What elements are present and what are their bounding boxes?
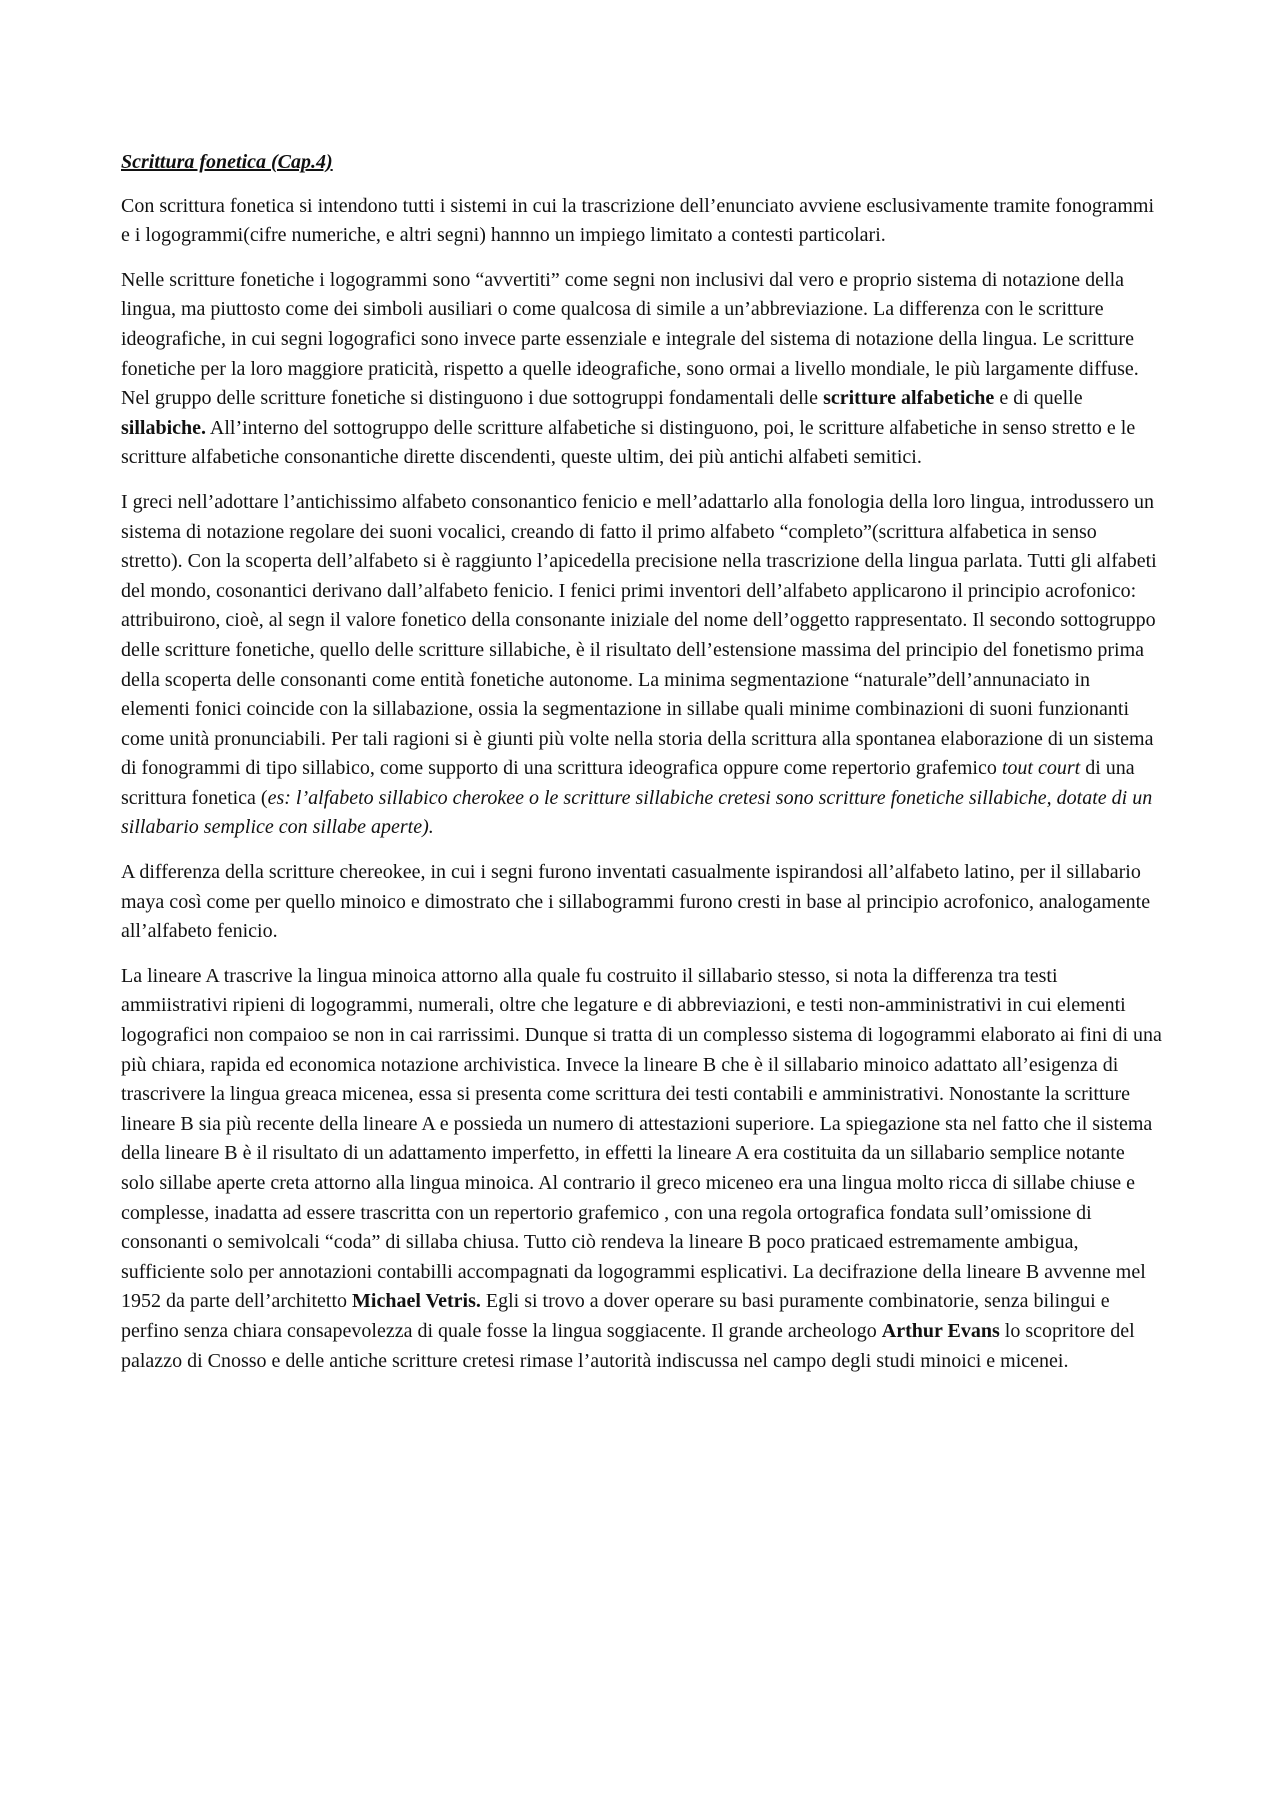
- italic-example: es: l’alfabeto sillabico cherokee o le scritture sillabiche cretesi sono scritture fonetiche sillabiche, dotate di un sillabario semplice con sillabe aperte).: [121, 786, 1153, 839]
- document-page: [121, 148, 1163, 1391]
- document-title: Scrittura fonetica (Cap.4): [121, 151, 333, 173]
- bold-name-michael-vetris: Michael Vetris.: [352, 1290, 481, 1313]
- italic-tout-court: tout court: [1001, 757, 1081, 780]
- paragraph-4: A differenza della scritture chereokee, in cui i segni furono inventati casualmente ispirandosi all’alfabeto latino, per il sillabario maya così come per quello minoico e dimostrato che i sillabogrammi furono cresti in base al principio acrofonico, analogamente all’alfabeto fenicio.: [121, 861, 1151, 943]
- paragraph-3-text-2: di una scrittura fonetica (: [121, 757, 1135, 809]
- paragraph-5: [121, 962, 1163, 1376]
- paragraph-5-text-3: lo scopritore del palazzo di Cnosso e delle antiche scritture cretesi rimase l’autorità indiscussa nel campo degli studi minoici e micenei.: [121, 1319, 1135, 1372]
- paragraph-1: Con scrittura fonetica si intendono tutti i sistemi in cui la trascrizione dell’enunciato avviene esclusivamente tramite fonogrammi e i logogrammi(cifre numeriche, e altri segni) hannno un impiego limitato a contesti particolari.: [121, 194, 1155, 247]
- paragraph-2-text-1: Nelle scritture fonetiche i logogrammi sono “avvertiti” come segni non inclusivi dal vero e proprio sistema di notazione della lingua, ma piuttosto come dei simboli ausiliari o come qualcosa di simile a un’abbreviazione. La differenza con le scritture ideografiche, in cui segni logografici sono invece parte essenziale e integrale del sistema di notazione della lingua. Le scritture fonetiche per la loro maggiore praticità, rispetto a quelle ideografiche, sono ormai a livello mondiale, le più largamente diffuse. Nel gruppo delle scritture fonetiche si distinguono i due sottogruppi fondamentali delle: [121, 268, 1139, 410]
- bold-term-scritture-alfabetiche: scritture alfabetiche: [823, 387, 995, 410]
- paragraph-3-text-1: I greci nell’adottare l’antichissimo alfabeto consonantico fenicio e mell’adattarlo alla fonologia della loro lingua, introdussero un sistema di notazione regolare dei suoni vocalici, creando di fatto il primo alfabeto “completo”(scrittura alfabetica in senso stretto). Con la scoperta dell’alfabeto si è raggiunto l’apicedella precisione nella trascrizione della lingua parlata. Tutti gli alfabeti del mondo, cosonantici derivano dall’alfabeto fenicio. I fenici primi inventori dell’alfabeto applicarono il principio acrofonico: attribuirono, cioè, al segn il valore fonetico della consonante iniziale del nome dell’oggetto rappresentato. Il secondo sottogruppo delle scritture fonetiche, quello delle scritture sillabiche, è il risultato dell’estensione massima del principio del fonetismo prima della scoperta delle consonanti come entità fonetiche autonome. La minima segmentazione “naturale”dell’annunaciato in elementi fonici coincide con la sillabazione, ossia la segmentazione in sillabe quali minime combinazioni di suoni funzionanti come unità pronunciabili. Per tali ragioni si è giunti più volte nella storia della scrittura alla spontanea elaborazione di un sistema di fonogrammi di tipo sillabico, come supporto di una scrittura ideografica oppure come repertorio grafemico: [121, 490, 1157, 780]
- paragraph-2-text-3: All’interno del sottogruppo delle scritture alfabetiche si distinguono, poi, le scritture alfabetiche in senso stretto e le scritture alfabetiche consonantiche dirette discendenti, queste ultim, dei più antichi alfabeti semitici.: [121, 416, 1136, 469]
- paragraph-5-text-1: La lineare A trascrive la lingua minoica attorno alla quale fu costruito il sillabario stesso, si nota la differenza tra testi ammiistrativi ripieni di logogrammi, numerali, oltre che legature e di abbreviazioni, e testi non-amministrativi in cui elementi logografici non compaioo se non in cai rarrissimi. Dunque si tratta di un complesso sistema di logogrammi elaborato ai fini di una più chiara, rapida ed economica notazione archivistica. Invece la lineare B che è il sillabario minoico adattato all’esigenza di trascrivere la lingua greaca micenea, essa si presenta come scrittura dei testi contabili e amministrativi. Nonostante la scritture lineare B sia più recente della lineare A e possieda un numero di attestazioni superiore. La spiegazione sta nel fatto che il sistema della lineare B è il risultato di un adattamento imperfetto, in effetti la lineare A era costituita da un sillabario semplice notante solo sillabe aperte creta attorno alla lingua minoica. Al contrario il greco miceneo era una lingua molto ricca di sillabe chiuse e complesse, inadatta ad essere trascritta con un repertorio grafemico , con una regola ortografica fondata sull’omissione di consonanti o semivolcali “coda” di sillaba chiusa. Tutto ciò rendeva la lineare B poco praticaed estremamente ambigua, sufficiente solo per annotazioni contabilli accompagnati da logogrammi esplicativi. La decifrazione della lineare B avvenne mel 1952 da parte dell’architetto: [121, 964, 1162, 1313]
- paragraph-5-text-2: Egli si trovo a dover operare su basi puramente combinatorie, senza bilingui e perfino senza chiara consapevolezza di quale fosse la lingua soggiacente. Il grande archeologo: [121, 1290, 1110, 1342]
- paragraph-2-text-2: e di quelle: [994, 387, 1083, 410]
- bold-name-arthur-evans: Arthur Evans: [881, 1319, 1000, 1342]
- paragraph-2: [121, 266, 1163, 473]
- paragraph-3: [121, 488, 1163, 843]
- bold-term-sillabiche: sillabiche.: [121, 416, 207, 439]
